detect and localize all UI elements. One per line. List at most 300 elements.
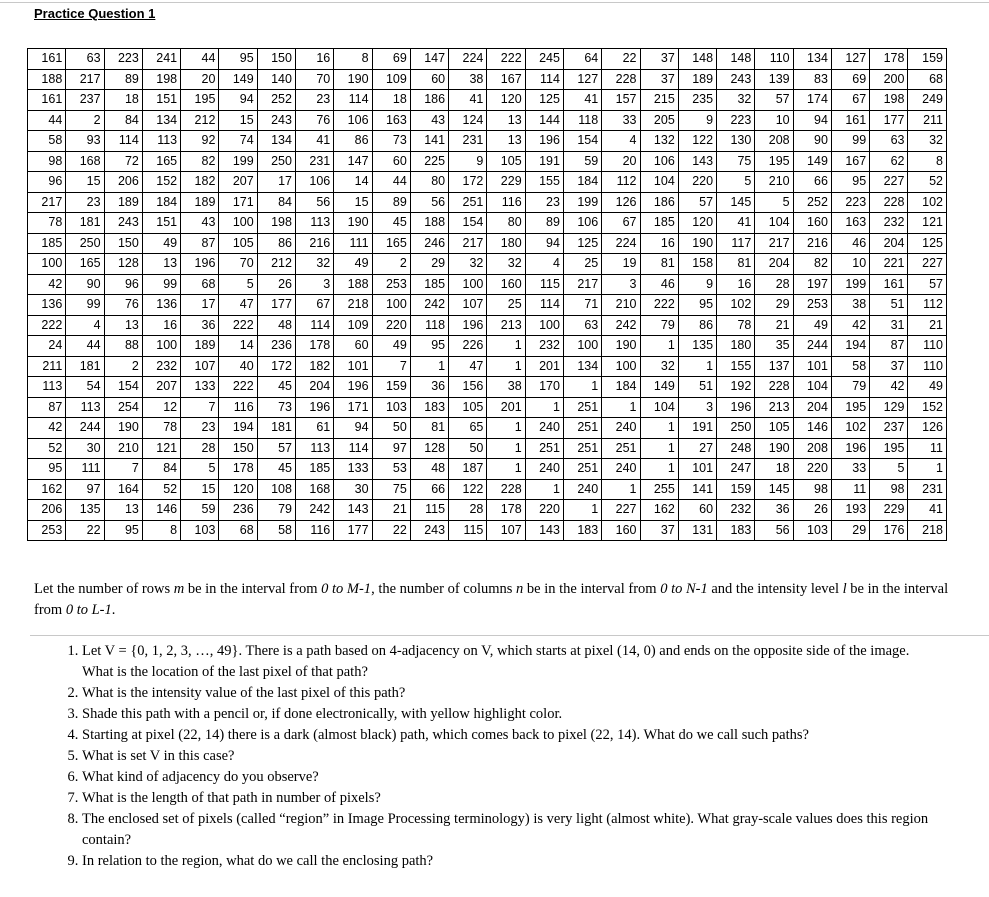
matrix-cell: 94 [793, 110, 831, 131]
matrix-cell: 69 [372, 49, 410, 70]
matrix-cell: 105 [755, 418, 793, 439]
matrix-cell: 251 [563, 397, 601, 418]
matrix-cell: 228 [487, 479, 525, 500]
matrix-cell: 240 [525, 459, 563, 480]
matrix-cell: 114 [334, 438, 372, 459]
matrix-cell: 1 [602, 479, 640, 500]
matrix-row [28, 500, 947, 521]
matrix-cell: 30 [66, 438, 104, 459]
matrix-cell: 49 [372, 336, 410, 357]
matrix-cell: 71 [563, 295, 601, 316]
matrix-cell: 196 [525, 131, 563, 152]
matrix-cell: 199 [563, 192, 601, 213]
section-rule [30, 635, 989, 636]
matrix-cell: 67 [602, 213, 640, 234]
matrix-cell: 1 [487, 336, 525, 357]
matrix-cell: 117 [717, 233, 755, 254]
matrix-cell: 44 [66, 336, 104, 357]
matrix-cell: 136 [142, 295, 180, 316]
matrix-cell: 115 [525, 274, 563, 295]
matrix-cell: 242 [602, 315, 640, 336]
matrix-cell: 14 [334, 172, 372, 193]
matrix-cell: 141 [678, 479, 716, 500]
matrix-row [28, 131, 947, 152]
matrix-cell: 57 [755, 90, 793, 111]
matrix-cell: 128 [104, 254, 142, 275]
matrix-cell: 188 [410, 213, 448, 234]
matrix-cell: 118 [410, 315, 448, 336]
matrix-cell: 11 [831, 479, 869, 500]
matrix-cell: 180 [717, 336, 755, 357]
matrix-cell: 51 [678, 377, 716, 398]
matrix-cell: 163 [831, 213, 869, 234]
matrix-cell: 159 [908, 49, 947, 70]
matrix-row [28, 213, 947, 234]
matrix-cell: 54 [66, 377, 104, 398]
matrix-cell: 15 [219, 110, 257, 131]
matrix-cell: 44 [181, 49, 219, 70]
matrix-cell: 183 [410, 397, 448, 418]
matrix-cell: 201 [525, 356, 563, 377]
matrix-cell: 186 [640, 192, 678, 213]
matrix-cell: 73 [372, 131, 410, 152]
matrix-cell: 78 [717, 315, 755, 336]
top-rule [0, 2, 989, 3]
matrix-cell: 64 [563, 49, 601, 70]
matrix-cell: 171 [334, 397, 372, 418]
matrix-cell: 162 [640, 500, 678, 521]
matrix-cell: 59 [563, 151, 601, 172]
matrix-cell: 16 [640, 233, 678, 254]
matrix-cell: 86 [257, 233, 295, 254]
matrix-cell: 29 [755, 295, 793, 316]
matrix-cell: 217 [755, 233, 793, 254]
matrix-cell: 83 [793, 69, 831, 90]
matrix-cell: 133 [181, 377, 219, 398]
intro-var-l: l [842, 581, 847, 597]
matrix-cell: 252 [257, 90, 295, 111]
matrix-cell: 22 [66, 520, 104, 541]
matrix-cell: 45 [257, 459, 295, 480]
matrix-cell: 22 [602, 49, 640, 70]
matrix-cell: 2 [104, 356, 142, 377]
matrix-cell: 16 [142, 315, 180, 336]
matrix-cell: 190 [602, 336, 640, 357]
matrix-cell: 102 [717, 295, 755, 316]
matrix-cell: 70 [219, 254, 257, 275]
matrix-cell: 135 [66, 500, 104, 521]
matrix-cell: 57 [257, 438, 295, 459]
matrix-cell: 106 [640, 151, 678, 172]
matrix-cell: 223 [717, 110, 755, 131]
matrix-cell: 141 [410, 131, 448, 152]
matrix-cell: 95 [28, 459, 66, 480]
matrix-cell: 52 [28, 438, 66, 459]
matrix-cell: 161 [831, 110, 869, 131]
matrix-cell: 242 [410, 295, 448, 316]
matrix-cell: 37 [640, 520, 678, 541]
matrix-cell: 57 [678, 192, 716, 213]
matrix-row [28, 151, 947, 172]
matrix-cell: 23 [295, 90, 333, 111]
matrix-cell: 42 [28, 274, 66, 295]
intro-text-3: , the number of columns [371, 581, 517, 597]
matrix-cell: 36 [755, 500, 793, 521]
matrix-cell: 61 [295, 418, 333, 439]
matrix-cell: 52 [142, 479, 180, 500]
matrix-cell: 82 [181, 151, 219, 172]
matrix-row [28, 336, 947, 357]
matrix-cell: 154 [104, 377, 142, 398]
matrix-cell: 19 [602, 254, 640, 275]
matrix-cell: 193 [831, 500, 869, 521]
matrix-cell: 67 [295, 295, 333, 316]
matrix-cell: 220 [525, 500, 563, 521]
matrix-cell: 244 [66, 418, 104, 439]
matrix-cell: 224 [449, 49, 487, 70]
matrix-cell: 13 [142, 254, 180, 275]
matrix-cell: 212 [257, 254, 295, 275]
matrix-cell: 196 [295, 397, 333, 418]
matrix-cell: 152 [908, 397, 947, 418]
matrix-cell: 102 [831, 418, 869, 439]
matrix-row [28, 274, 947, 295]
matrix-cell: 113 [295, 438, 333, 459]
intro-text-2: be in the interval from [184, 581, 322, 597]
matrix-cell: 190 [104, 418, 142, 439]
matrix-cell: 40 [219, 356, 257, 377]
matrix-cell: 1 [563, 377, 601, 398]
matrix-cell: 231 [449, 131, 487, 152]
matrix-cell: 37 [640, 69, 678, 90]
matrix-row [28, 192, 947, 213]
matrix-cell: 196 [334, 377, 372, 398]
matrix-cell: 96 [104, 274, 142, 295]
matrix-cell: 98 [793, 479, 831, 500]
matrix-cell: 29 [831, 520, 869, 541]
matrix-cell: 32 [449, 254, 487, 275]
matrix-cell: 49 [793, 315, 831, 336]
matrix-cell: 56 [295, 192, 333, 213]
matrix-cell: 134 [142, 110, 180, 131]
matrix-cell: 177 [257, 295, 295, 316]
matrix-body [28, 49, 947, 541]
matrix-cell: 47 [219, 295, 257, 316]
matrix-row [28, 356, 947, 377]
matrix-cell: 135 [678, 336, 716, 357]
matrix-row [28, 418, 947, 439]
matrix-cell: 76 [295, 110, 333, 131]
matrix-cell: 89 [525, 213, 563, 234]
matrix-cell: 7 [104, 459, 142, 480]
matrix-cell: 11 [908, 438, 947, 459]
matrix-cell: 97 [372, 438, 410, 459]
matrix-cell: 53 [372, 459, 410, 480]
matrix-row [28, 295, 947, 316]
matrix-cell: 95 [104, 520, 142, 541]
matrix-cell: 81 [410, 418, 448, 439]
matrix-cell: 172 [449, 172, 487, 193]
matrix-cell: 1 [487, 356, 525, 377]
matrix-cell: 204 [295, 377, 333, 398]
matrix-cell: 106 [295, 172, 333, 193]
matrix-cell: 120 [219, 479, 257, 500]
matrix-cell: 159 [717, 479, 755, 500]
matrix-cell: 73 [257, 397, 295, 418]
matrix-cell: 221 [870, 254, 908, 275]
matrix-cell: 125 [525, 90, 563, 111]
matrix-cell: 105 [487, 151, 525, 172]
matrix-cell: 106 [334, 110, 372, 131]
matrix-cell: 116 [295, 520, 333, 541]
matrix-cell: 66 [410, 479, 448, 500]
matrix-cell: 216 [793, 233, 831, 254]
matrix-cell: 99 [66, 295, 104, 316]
question-item: 1. Let V = {0, 1, 2, 3, …, 49}. There is a path based on 4-adjacency on V, which starts at pixel (14, 0) and ends on the opposite side of the image. What is the location of the last pixel of that path? [82, 641, 942, 683]
matrix-cell: 29 [410, 254, 448, 275]
matrix-cell: 220 [678, 172, 716, 193]
matrix-cell: 208 [793, 438, 831, 459]
matrix-cell: 120 [487, 90, 525, 111]
matrix-cell: 192 [717, 377, 755, 398]
matrix-cell: 1 [525, 397, 563, 418]
matrix-cell: 44 [372, 172, 410, 193]
matrix-cell: 70 [295, 69, 333, 90]
matrix-cell: 114 [104, 131, 142, 152]
matrix-cell: 237 [870, 418, 908, 439]
matrix-cell: 100 [219, 213, 257, 234]
matrix-cell: 146 [793, 418, 831, 439]
matrix-cell: 188 [28, 69, 66, 90]
matrix-cell: 147 [410, 49, 448, 70]
matrix-cell: 191 [525, 151, 563, 172]
matrix-cell: 120 [678, 213, 716, 234]
matrix-cell: 144 [525, 110, 563, 131]
matrix-cell: 13 [104, 500, 142, 521]
matrix-cell: 154 [563, 131, 601, 152]
matrix-cell: 236 [219, 500, 257, 521]
matrix-cell: 184 [602, 377, 640, 398]
matrix-cell: 159 [372, 377, 410, 398]
matrix-cell: 112 [602, 172, 640, 193]
matrix-cell: 21 [372, 500, 410, 521]
matrix-cell: 189 [678, 69, 716, 90]
matrix-cell: 68 [908, 69, 947, 90]
matrix-cell: 62 [870, 151, 908, 172]
matrix-cell: 204 [755, 254, 793, 275]
matrix-cell: 46 [831, 233, 869, 254]
matrix-cell: 41 [295, 131, 333, 152]
matrix-cell: 183 [717, 520, 755, 541]
matrix-cell: 41 [449, 90, 487, 111]
matrix-cell: 31 [870, 315, 908, 336]
matrix-cell: 92 [181, 131, 219, 152]
matrix-cell: 114 [525, 295, 563, 316]
matrix-cell: 75 [717, 151, 755, 172]
matrix-cell: 211 [908, 110, 947, 131]
matrix-cell: 15 [334, 192, 372, 213]
matrix-cell: 116 [219, 397, 257, 418]
matrix-cell: 1 [525, 479, 563, 500]
matrix-cell: 98 [870, 479, 908, 500]
matrix-cell: 253 [372, 274, 410, 295]
matrix-cell: 251 [563, 438, 601, 459]
matrix-cell: 21 [755, 315, 793, 336]
matrix-cell: 251 [525, 438, 563, 459]
matrix-cell: 113 [28, 377, 66, 398]
matrix-cell: 9 [678, 110, 716, 131]
matrix-cell: 32 [908, 131, 947, 152]
matrix-cell: 198 [142, 69, 180, 90]
matrix-cell: 118 [563, 110, 601, 131]
matrix-cell: 13 [104, 315, 142, 336]
matrix-cell: 220 [372, 315, 410, 336]
matrix-row [28, 110, 947, 131]
matrix-cell: 94 [525, 233, 563, 254]
matrix-cell: 242 [295, 500, 333, 521]
matrix-cell: 185 [640, 213, 678, 234]
matrix-cell: 16 [295, 49, 333, 70]
matrix-cell: 207 [219, 172, 257, 193]
matrix-cell: 60 [678, 500, 716, 521]
matrix-cell: 227 [870, 172, 908, 193]
matrix-cell: 28 [755, 274, 793, 295]
matrix-cell: 217 [28, 192, 66, 213]
matrix-cell: 103 [372, 397, 410, 418]
matrix-cell: 149 [219, 69, 257, 90]
matrix-cell: 9 [678, 274, 716, 295]
matrix-cell: 137 [755, 356, 793, 377]
matrix-cell: 110 [755, 49, 793, 70]
matrix-cell: 115 [410, 500, 448, 521]
matrix-cell: 222 [28, 315, 66, 336]
matrix-cell: 222 [487, 49, 525, 70]
matrix-cell: 189 [181, 336, 219, 357]
matrix-cell: 90 [66, 274, 104, 295]
matrix-cell: 213 [487, 315, 525, 336]
matrix-cell: 104 [640, 397, 678, 418]
matrix-cell: 182 [295, 356, 333, 377]
matrix-cell: 1 [640, 459, 678, 480]
matrix-cell: 181 [257, 418, 295, 439]
matrix-cell: 59 [181, 500, 219, 521]
matrix-cell: 186 [410, 90, 448, 111]
matrix-cell: 4 [602, 131, 640, 152]
matrix-cell: 100 [563, 336, 601, 357]
matrix-cell: 184 [142, 192, 180, 213]
matrix-cell: 50 [449, 438, 487, 459]
matrix-cell: 105 [219, 233, 257, 254]
matrix-cell: 95 [831, 172, 869, 193]
matrix-cell: 32 [487, 254, 525, 275]
intro-range-m: 0 to M-1 [321, 581, 372, 597]
matrix-cell: 189 [181, 192, 219, 213]
matrix-cell: 94 [334, 418, 372, 439]
matrix-cell: 201 [487, 397, 525, 418]
matrix-cell: 244 [793, 336, 831, 357]
matrix-cell: 229 [870, 500, 908, 521]
matrix-cell: 109 [372, 69, 410, 90]
matrix-cell: 155 [717, 356, 755, 377]
matrix-cell: 251 [449, 192, 487, 213]
matrix-cell: 231 [295, 151, 333, 172]
matrix-cell: 98 [28, 151, 66, 172]
matrix-cell: 240 [563, 479, 601, 500]
matrix-cell: 178 [295, 336, 333, 357]
matrix-cell: 78 [142, 418, 180, 439]
matrix-cell: 161 [28, 90, 66, 111]
matrix-cell: 69 [831, 69, 869, 90]
matrix-cell: 158 [678, 254, 716, 275]
matrix-cell: 100 [142, 336, 180, 357]
matrix-cell: 155 [525, 172, 563, 193]
matrix-cell: 102 [908, 192, 947, 213]
matrix-cell: 3 [678, 397, 716, 418]
matrix-cell: 205 [640, 110, 678, 131]
matrix-cell: 168 [295, 479, 333, 500]
matrix-cell: 122 [678, 131, 716, 152]
matrix-cell: 163 [372, 110, 410, 131]
matrix-cell: 96 [28, 172, 66, 193]
matrix-cell: 212 [181, 110, 219, 131]
matrix-cell: 51 [870, 295, 908, 316]
matrix-cell: 161 [28, 49, 66, 70]
matrix-cell: 20 [602, 151, 640, 172]
matrix-cell: 194 [219, 418, 257, 439]
matrix-cell: 150 [257, 49, 295, 70]
matrix-row [28, 397, 947, 418]
matrix-cell: 143 [525, 520, 563, 541]
intensity-matrix [27, 48, 947, 541]
matrix-cell: 245 [525, 49, 563, 70]
matrix-cell: 5 [870, 459, 908, 480]
matrix-cell: 113 [142, 131, 180, 152]
matrix-cell: 126 [602, 192, 640, 213]
matrix-cell: 25 [563, 254, 601, 275]
matrix-cell: 27 [678, 438, 716, 459]
matrix-cell: 206 [28, 500, 66, 521]
matrix-cell: 108 [257, 479, 295, 500]
question-item: 5. What is set V in this case? [82, 746, 942, 767]
matrix-cell: 195 [181, 90, 219, 111]
matrix-row [28, 315, 947, 336]
matrix-cell: 45 [257, 377, 295, 398]
matrix-cell: 38 [449, 69, 487, 90]
matrix-cell: 17 [257, 172, 295, 193]
question-item: 3. Shade this path with a pencil or, if done electronically, with yellow highlight color. [82, 704, 942, 725]
matrix-cell: 251 [563, 459, 601, 480]
matrix-cell: 1 [640, 336, 678, 357]
matrix-cell: 243 [104, 213, 142, 234]
matrix-cell: 110 [908, 336, 947, 357]
matrix-cell: 131 [678, 520, 716, 541]
matrix-cell: 190 [334, 69, 372, 90]
matrix-cell: 49 [142, 233, 180, 254]
matrix-cell: 1 [410, 356, 448, 377]
matrix-cell: 78 [28, 213, 66, 234]
matrix-cell: 222 [640, 295, 678, 316]
intro-text-7: . [111, 602, 116, 618]
matrix-cell: 1 [678, 356, 716, 377]
matrix-cell: 50 [372, 418, 410, 439]
question-item: 7. What is the length of that path in number of pixels? [82, 788, 942, 809]
matrix-cell: 136 [28, 295, 66, 316]
matrix-cell: 240 [602, 459, 640, 480]
matrix-cell: 241 [142, 49, 180, 70]
matrix-cell: 13 [487, 110, 525, 131]
matrix-cell: 43 [181, 213, 219, 234]
matrix-cell: 45 [372, 213, 410, 234]
